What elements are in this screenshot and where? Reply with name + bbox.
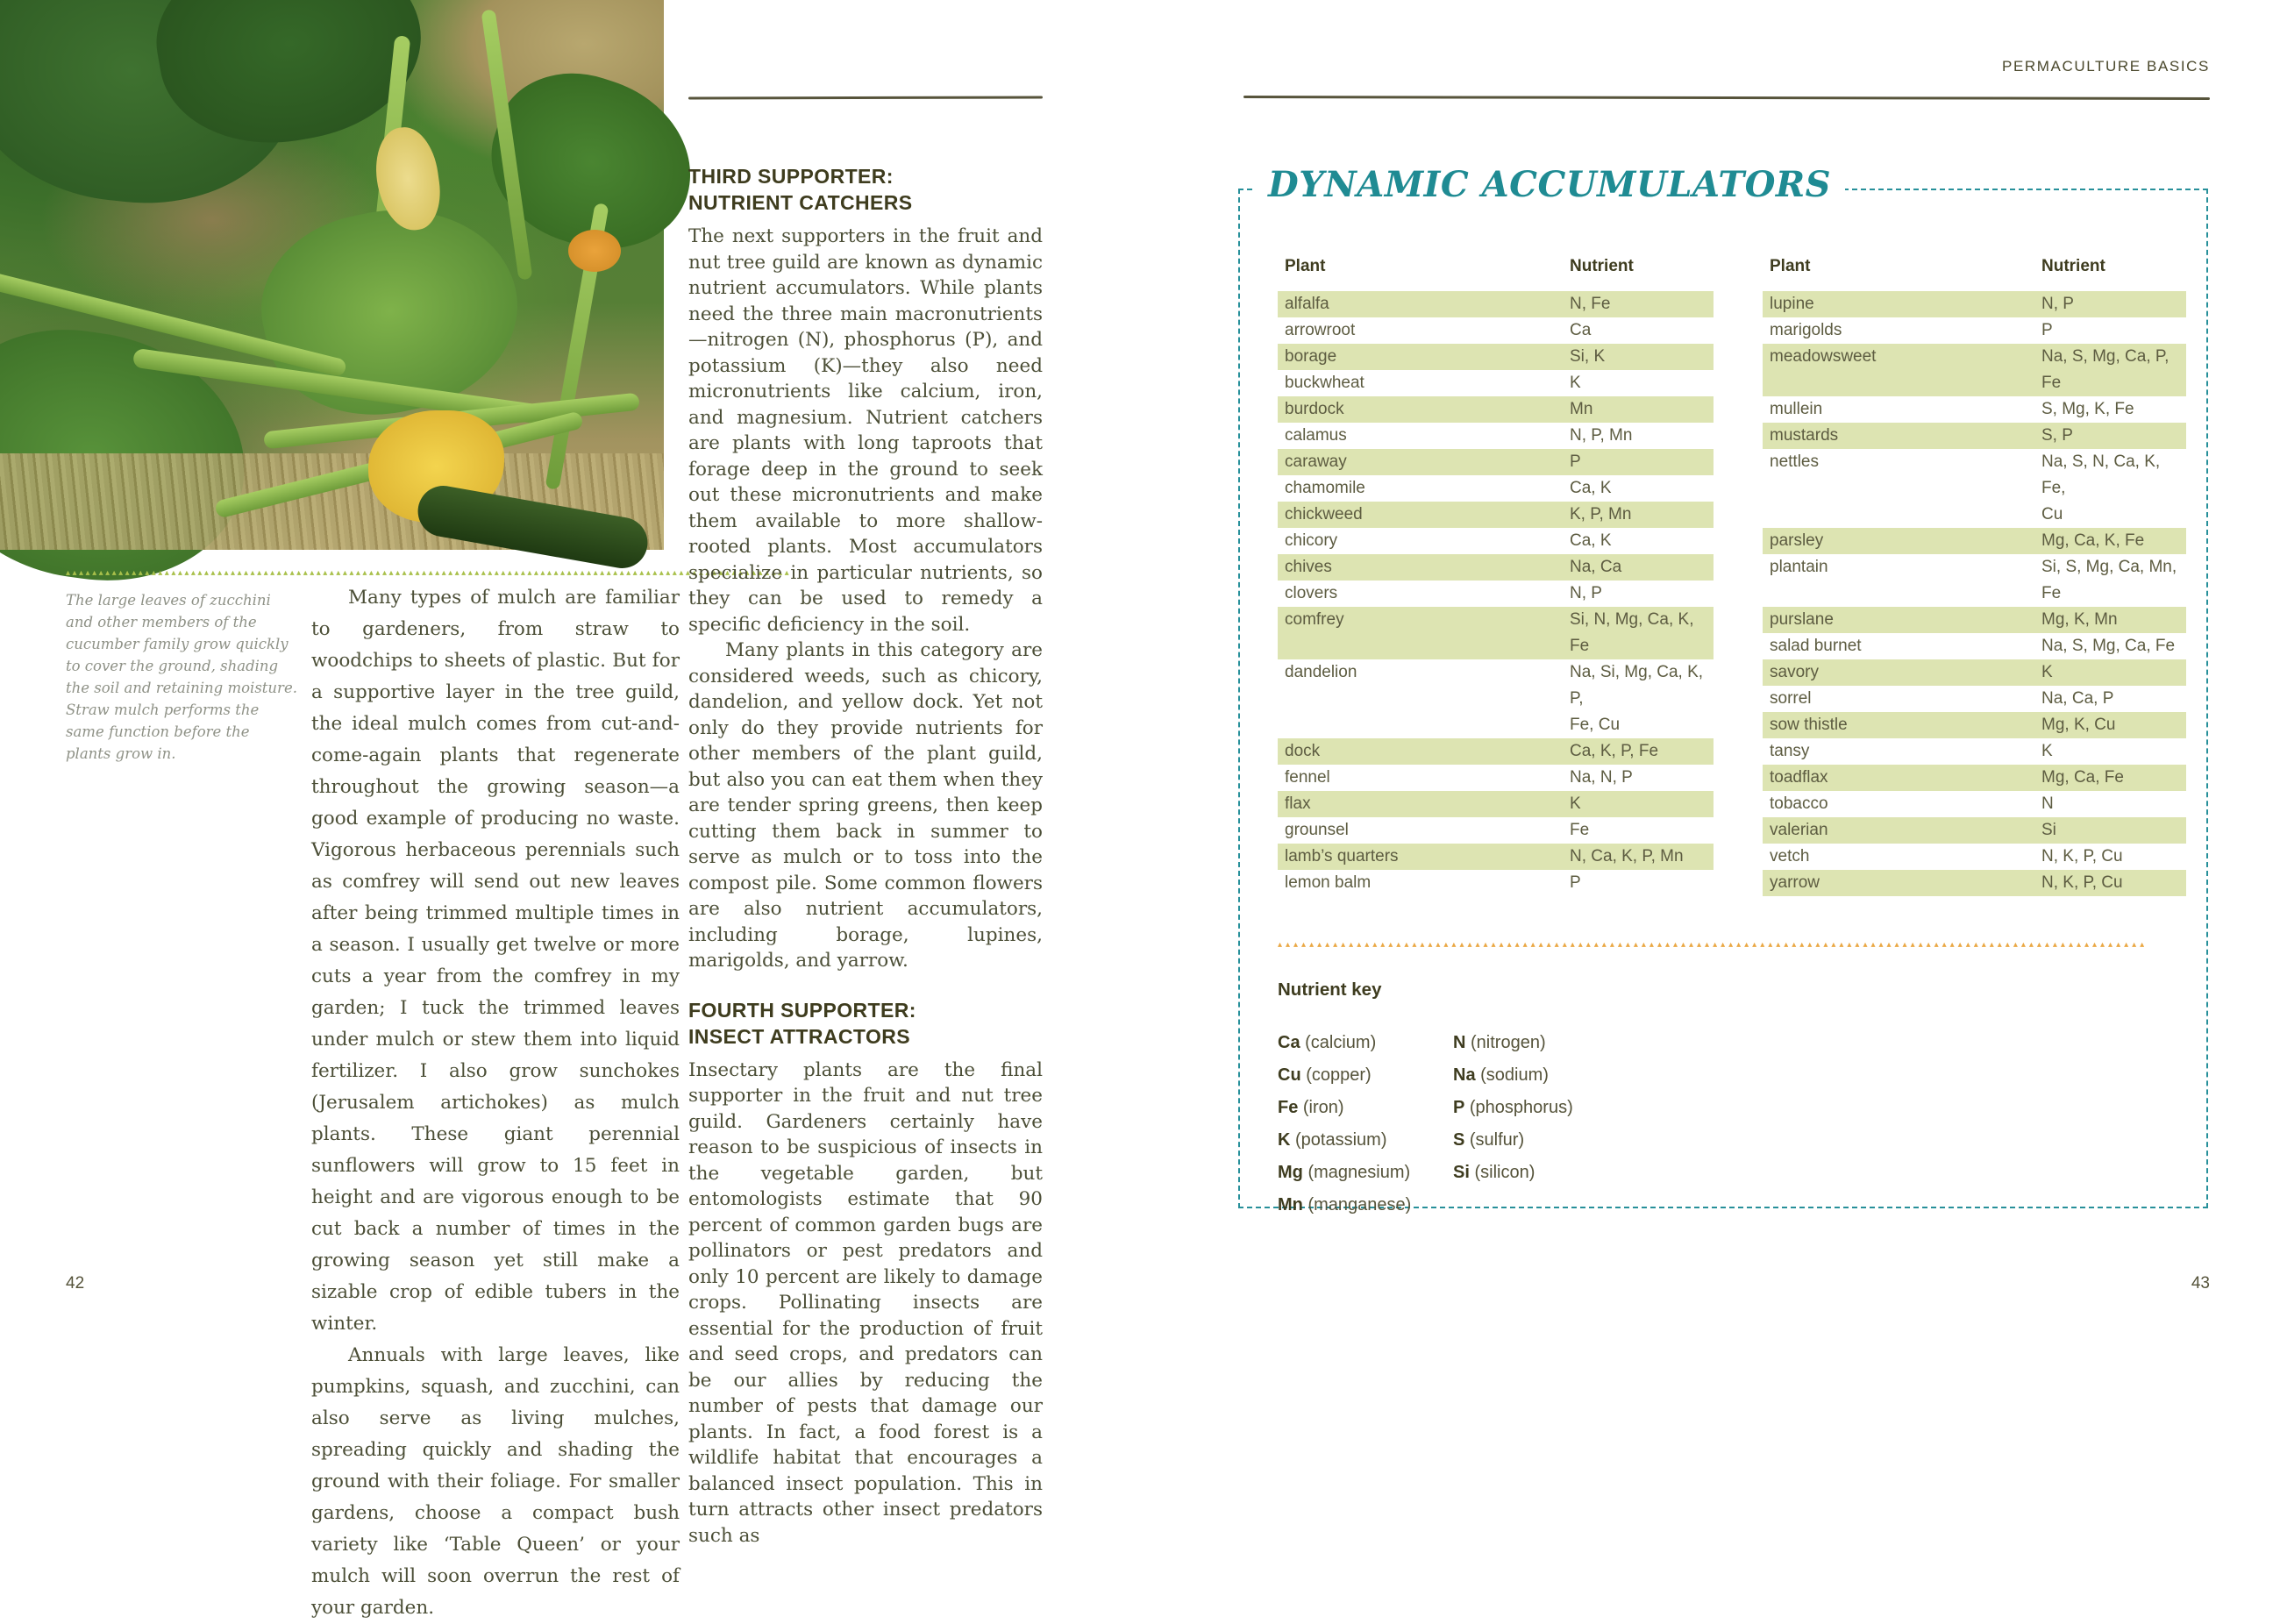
table-header-row (1763, 257, 2186, 276)
nutrient-symbol: Mn (1278, 1195, 1303, 1214)
plant-cell: caraway (1285, 452, 1347, 471)
nutrient-cell: N, Fe (1570, 295, 1611, 313)
nutrient-cell: Fe (1570, 821, 1590, 839)
photo-squash-blossom (568, 230, 621, 272)
nutrient-key-item (1278, 1092, 1453, 1124)
nutrient-cell: Na, N, P (1570, 768, 1633, 787)
body-paragraph: Insectary plants are the final supporter in the fruit and nut tree guild. Gardeners certainly have reason to be suspicious of insects in the vegetable garden, but entomologists estimate that 90 percent of common garden bugs are pollinators or pest predators and only 10 percent are likely to damage crops. Pollinating insects are essential for the production of fruit and seed crops, and predators can be our allies by reducing the number of pests that damage our plants. In fact, a food forest is a wildlife habitat that encourages a balanced insect population. This in turn attracts other insect predators such as (688, 1058, 1043, 1547)
plant-cell: lupine (1770, 295, 1814, 313)
plant-cell: arrowroot (1285, 321, 1356, 339)
table-row (1278, 423, 1714, 449)
nutrient-symbol: Mg (1278, 1163, 1303, 1182)
table-row (1278, 396, 1714, 423)
photo-caption-block (66, 568, 299, 765)
nutrient-symbol: P (1453, 1098, 1465, 1117)
plant-cell: burdock (1285, 400, 1344, 418)
nutrient-key-heading: Nutrient key (1278, 979, 1382, 1000)
plant-cell: alfalfa (1285, 295, 1329, 313)
plant-cell: lemon balm (1285, 873, 1372, 892)
section-heading-line: THIRD SUPPORTER: (688, 165, 894, 188)
table-row (1278, 317, 1714, 344)
table-row (1763, 317, 2186, 344)
table-row (1278, 370, 1714, 396)
nutrient-cell: S, P (2041, 426, 2073, 445)
table-row (1278, 765, 1714, 791)
nutrient-cell: N, P (2041, 295, 2074, 313)
plant-cell: purslane (1770, 610, 1834, 629)
nutrient-cell: P (2041, 321, 2053, 339)
plant-cell: borage (1285, 347, 1337, 366)
nutrient-name: (magnesium) (1302, 1163, 1411, 1182)
nutrient-key-item (1278, 1157, 1453, 1189)
nutrient-symbol: Na (1453, 1065, 1476, 1085)
body-paragraph: The next supporters in the fruit and nut tree guild are known as dynamic nutrient accumulators. While plants need the three main macronutrients—nitrogen (N), phosphorus (P), and potassium (K)—they also need micronutrients like calcium, iron, and magnesium. Nutrient catchers are plants with long taproots that forage deep in the ground to seek out these micronutrients and make them available to more shallow-rooted plants. Most accumulators specialize in particular nutrients, so they can be used to remedy a specific deficiency in the soil. (688, 225, 1043, 636)
nutrient-key-item (1453, 1092, 1628, 1124)
nutrient-key-columns (1278, 1027, 2206, 1222)
accumulator-tables (1278, 257, 2206, 896)
table-row (1763, 344, 2186, 396)
nutrient-key-item (1453, 1124, 1628, 1157)
plant-cell: marigolds (1770, 321, 1842, 339)
table-row (1763, 765, 2186, 791)
section-heading (688, 997, 1043, 1050)
nutrient-key-item (1453, 1027, 1628, 1059)
nutrient-key-item (1278, 1124, 1453, 1157)
table-body (1763, 291, 2186, 896)
nutrient-name: (nitrogen) (1465, 1033, 1546, 1052)
plant-cell: grounsel (1285, 821, 1349, 839)
body-paragraph: Many types of mulch are familiar to gardeners, from straw to woodchips to sheets of plastic. But for a supportive layer in the tree guild, the ideal mulch comes from cut-and-come-again plants that regenerate throughout the growing season—a good example of producing no waste. Vigorous herbaceous perennials such as comfrey will send out new leaves after being trimmed multiple times in a season. I usually get twelve or more cuts a year from the comfrey in my garden; I tuck the trimmed leaves under mulch or stew them into liquid fertilizer. I also grow sunchokes (Jerusalem artichokes) as mulch plants. These giant perennial sunflowers will grow to 15 feet in height and are vigorous enough to be cut back a number of times in the growing season yet still make a sizable crop of edible tubers in the winter. (311, 587, 680, 1335)
nutrient-symbol: Cu (1278, 1065, 1301, 1085)
plant-cell: clovers (1285, 584, 1338, 602)
plant-cell: sow thistle (1770, 716, 1848, 734)
section-heading-line: FOURTH SUPPORTER: (688, 998, 916, 1022)
nutrient-cell: K (1570, 374, 1581, 392)
table-row (1763, 738, 2186, 765)
nutrient-cell: N, K, P, Cu (2041, 873, 2123, 892)
table-row (1278, 659, 1714, 738)
nutrient-cell: K, P, Mn (1570, 505, 1632, 524)
nutrient-symbol: K (1278, 1130, 1291, 1150)
plant-cell: fennel (1285, 768, 1330, 787)
nutrient-name: (manganese) (1302, 1195, 1412, 1214)
nutrient-cell: N, P (1570, 584, 1602, 602)
running-header: PERMACULTURE BASICS (2002, 58, 2210, 75)
table-row (1763, 686, 2186, 712)
plant-cell: lamb’s quarters (1285, 847, 1399, 865)
plant-cell: flax (1285, 794, 1311, 813)
table-row (1763, 554, 2186, 607)
table-row (1763, 528, 2186, 554)
table-row (1278, 291, 1714, 317)
table-row (1763, 607, 2186, 633)
nutrient-cell: P (1570, 452, 1581, 471)
plant-cell: calamus (1285, 426, 1347, 445)
nutrient-cell: Ca (1570, 321, 1592, 339)
nutrient-cell: Si, K (1570, 347, 1606, 366)
table-row (1278, 502, 1714, 528)
nutrient-key-item (1278, 1189, 1453, 1222)
nutrient-cell: N, K, P, Cu (2041, 847, 2123, 865)
nutrient-key-item (1453, 1157, 1628, 1189)
nutrient-cell: Na, S, N, Ca, K, Fe, Cu (2041, 452, 2161, 524)
nutrient-cell: Si (2041, 821, 2056, 839)
nutrient-name: (calcium) (1300, 1033, 1377, 1052)
table-row (1278, 475, 1714, 502)
plant-column-header: Plant (1770, 257, 1811, 275)
nutrient-key-column (1278, 1027, 1453, 1222)
nutrient-name: (sodium) (1475, 1065, 1549, 1085)
table-row (1278, 581, 1714, 607)
nutrient-cell: K (1570, 794, 1581, 813)
plant-cell: toadflax (1770, 768, 1828, 787)
panel-title: DYNAMIC ACCUMULATORS (1254, 164, 1845, 205)
nutrient-cell: P (1570, 873, 1581, 892)
section-rule (1243, 96, 2210, 100)
plant-cell: chickweed (1285, 505, 1363, 524)
nutrient-name: (sulfur) (1464, 1130, 1525, 1150)
nutrient-cell: N, P, Mn (1570, 426, 1633, 445)
nutrient-cell: S, Mg, K, Fe (2041, 400, 2134, 418)
table-row (1763, 396, 2186, 423)
nutrient-cell: Mg, K, Cu (2041, 716, 2116, 734)
left-text-column (311, 582, 680, 1624)
nutrient-name: (potassium) (1290, 1130, 1387, 1150)
plant-cell: savory (1770, 663, 1819, 681)
dynamic-accumulators-panel (1238, 164, 2208, 1214)
plant-cell: yarrow (1770, 873, 1820, 892)
accumulator-table-right (1763, 257, 2186, 896)
nutrient-cell: Mn (1570, 400, 1593, 418)
plant-cell: mullein (1770, 400, 1823, 418)
nutrient-cell: Na, Si, Mg, Ca, K, P, Fe, Cu (1570, 663, 1704, 734)
nutrient-cell: Mg, Ca, Fe (2041, 768, 2124, 787)
body-paragraph: Annuals with large leaves, like pumpkins, squash, and zucchini, can also serve as living mulches, spreading quickly and shading the ground with their foliage. For smaller gardens, choose a compact bush variety like ‘Table Queen’ or your mulch will soon overrun the rest of your garden. (311, 1344, 680, 1619)
nutrient-cell: Ca, K (1570, 479, 1612, 497)
table-row (1278, 528, 1714, 554)
nutrient-symbol: S (1453, 1130, 1465, 1150)
photo-caption: The large leaves of zucchini and other members of the cucumber family grow quickly to cover the ground, shading the soil and retaining moisture. Straw mulch performs the same function before the plants grow in. (66, 592, 297, 762)
nutrient-key-column (1453, 1027, 1628, 1222)
nutrient-cell: Na, S, Mg, Ca, Fe (2041, 637, 2176, 655)
nutrient-cell: K (2041, 663, 2053, 681)
nutrient-cell: Ca, K, P, Fe (1570, 742, 1659, 760)
table-row (1763, 291, 2186, 317)
nutrient-symbol: Ca (1278, 1033, 1300, 1052)
plant-cell: tobacco (1770, 794, 1828, 813)
table-row (1278, 791, 1714, 817)
table-row (1763, 633, 2186, 659)
nutrient-name: (phosphorus) (1464, 1098, 1573, 1117)
plant-cell: vetch (1770, 847, 1810, 865)
dotted-divider-orange (1278, 940, 2172, 951)
nutrient-symbol: N (1453, 1033, 1466, 1052)
plant-cell: sorrel (1770, 689, 1812, 708)
plant-cell: buckwheat (1285, 374, 1364, 392)
dotted-divider-green (66, 568, 296, 580)
page-number-left: 42 (66, 1274, 85, 1293)
nutrient-key-item (1278, 1059, 1453, 1092)
table-row (1278, 607, 1714, 659)
nutrient-cell: Ca, K (1570, 531, 1612, 550)
table-row (1763, 423, 2186, 449)
plant-cell: parsley (1770, 531, 1824, 550)
table-row (1763, 659, 2186, 686)
nutrient-symbol: Fe (1278, 1098, 1299, 1117)
plant-cell: meadowsweet (1770, 347, 1877, 366)
table-header-row (1278, 257, 1714, 276)
table-row (1278, 844, 1714, 870)
table-row (1763, 844, 2186, 870)
nutrient-name: (silicon) (1469, 1163, 1535, 1182)
table-row (1278, 817, 1714, 844)
section-heading-line: NUTRIENT CATCHERS (688, 191, 913, 214)
nutrient-key-item (1453, 1059, 1628, 1092)
nutrient-cell: Si, N, Mg, Ca, K, Fe (1570, 610, 1694, 655)
plant-cell: chicory (1285, 531, 1338, 550)
body-paragraph: Many plants in this category are considered weeds, such as chicory, dandelion, and yellow dock. Yet not only do they provide nutrients for other members of the plant guild, but also you can eat them when they are tender spring greens, then keep cutting them back in summer to serve as mulch or to toss into the compost pile. Some common flowers are also nutrient accumulators, including borage, lupines, marigolds, and yarrow. (688, 639, 1043, 972)
nutrient-column-header: Nutrient (1570, 257, 1634, 275)
table-row (1763, 449, 2186, 528)
zucchini-photo (0, 0, 664, 550)
table-row (1278, 870, 1714, 896)
middle-text-column (688, 163, 1043, 1549)
table-row (1763, 870, 2186, 896)
plant-cell: valerian (1770, 821, 1828, 839)
table-row (1278, 554, 1714, 581)
plant-cell: salad burnet (1770, 637, 1862, 655)
plant-cell: chives (1285, 558, 1332, 576)
section-heading-line: INSECT ATTRACTORS (688, 1024, 910, 1048)
nutrient-key (1278, 979, 2206, 1222)
nutrient-cell: Si, S, Mg, Ca, Mn, Fe (2041, 558, 2177, 602)
nutrient-cell: Mg, K, Mn (2041, 610, 2118, 629)
plant-cell: mustards (1770, 426, 1839, 445)
nutrient-name: (iron) (1298, 1098, 1344, 1117)
plant-cell: dock (1285, 742, 1321, 760)
plant-cell: plantain (1770, 558, 1828, 576)
section-heading (688, 163, 1043, 216)
table-row (1763, 817, 2186, 844)
nutrient-column-header: Nutrient (2041, 257, 2105, 275)
plant-cell: dandelion (1285, 663, 1357, 681)
accumulator-table-left (1278, 257, 1714, 896)
table-row (1278, 344, 1714, 370)
nutrient-cell: N, Ca, K, P, Mn (1570, 847, 1684, 865)
plant-cell: tansy (1770, 742, 1810, 760)
table-row (1763, 791, 2186, 817)
table-row (1763, 712, 2186, 738)
nutrient-symbol: Si (1453, 1163, 1470, 1182)
table-row (1278, 738, 1714, 765)
plant-cell: nettles (1770, 452, 1819, 471)
nutrient-cell: N (2041, 794, 2054, 813)
nutrient-cell: Mg, Ca, K, Fe (2041, 531, 2145, 550)
table-body (1278, 291, 1714, 896)
nutrient-cell: Na, S, Mg, Ca, P, Fe (2041, 347, 2170, 392)
table-row (1278, 449, 1714, 475)
page-number-right: 43 (2191, 1274, 2210, 1293)
section-rule (688, 96, 1043, 99)
nutrient-name: (copper) (1300, 1065, 1372, 1085)
nutrient-cell: Na, Ca, P (2041, 689, 2114, 708)
nutrient-cell: Na, Ca (1570, 558, 1622, 576)
plant-cell: chamomile (1285, 479, 1365, 497)
plant-column-header: Plant (1285, 257, 1326, 275)
nutrient-key-item (1278, 1027, 1453, 1059)
plant-cell: comfrey (1285, 610, 1344, 629)
nutrient-cell: K (2041, 742, 2053, 760)
